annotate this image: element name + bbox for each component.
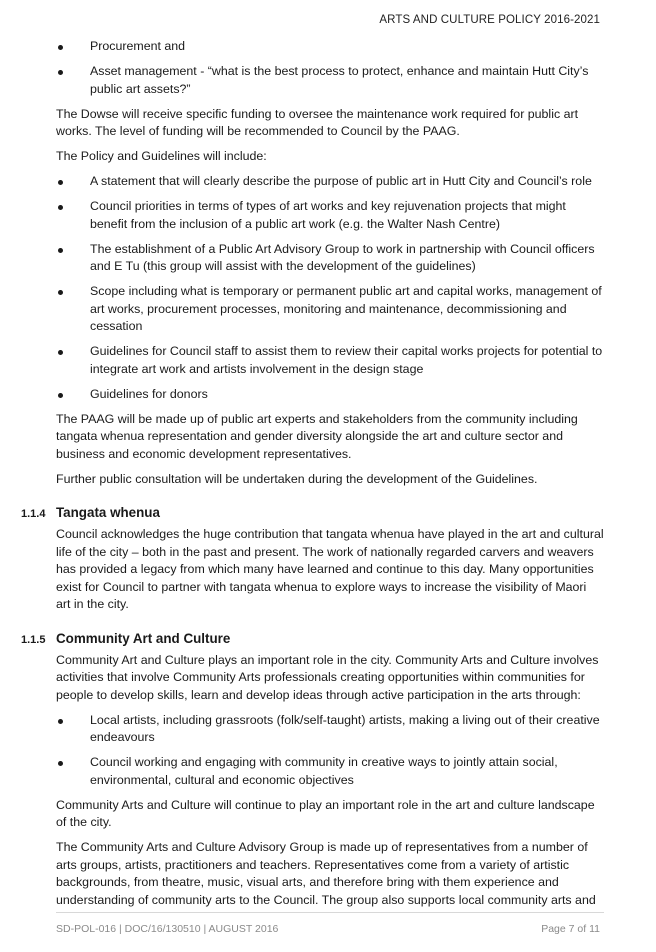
document-body <box>21 38 604 917</box>
section-title: Community Art and Culture <box>56 630 231 646</box>
paragraph-paag: The PAAG will be made up of public art experts and stakeholders from the community including tangata whenua representation and gender diversity alongside the art and culture sector and business and economic development representatives. <box>56 411 578 461</box>
paragraph-advisory-group: The Community Arts and Culture Advisory Group is made up of representatives from a number of arts groups, artists, practitioners and teachers. Representatives come from a variety of artistic backgrounds, from theatre, music, visual arts, and therefore bring with them experience and understanding of community arts to the Council. The group also supports local community arts and <box>56 840 596 907</box>
list-item: Council priorities in terms of types of art works and key rejuvenation projects that might benefit from the inclusion of a public art work (e.g. the Walter Nash Centre) <box>56 198 604 233</box>
list-item: Guidelines for donors <box>56 386 604 404</box>
paragraph-funding: The Dowse will receive specific funding to oversee the maintenance work required for public art works. The level of funding will be recommended to Council by the PAAG. <box>56 106 579 138</box>
page-header-title: ARTS AND CULTURE POLICY 2016-2021 <box>379 14 600 26</box>
list-item: A statement that will clearly describe the purpose of public art in Hutt City and Council’s role <box>56 173 604 191</box>
paragraph-policy-intro: The Policy and Guidelines will include: <box>56 149 267 163</box>
footer-divider <box>56 912 604 913</box>
footer-doc-reference: SD-POL-016 | DOC/16/130510 | AUGUST 2016 <box>56 923 279 935</box>
footer-page-number: Page 7 of 11 <box>541 923 600 935</box>
section-number: 1.1.4 <box>21 508 46 520</box>
paragraph-community-art: Community Art and Culture plays an important role in the city. Community Arts and Culture involves activities that involve Community Arts professionals creating opportunities within communities for people to develop skills, learn and develop ideas through active participation in the arts through: <box>56 652 599 702</box>
paragraph-tangata-whenua: Council acknowledges the huge contribution that tangata whenua have played in the art and cultural life of the city – both in the past and present. The work of nationally regarded carvers and weavers has provided a legacy from which many have learned and continue to this day. Many opportunities exist for Council to partner with tangata whenua to explore ways to increase the visibility of Maori art in the city. <box>56 527 604 611</box>
section-number: 1.1.5 <box>21 633 46 646</box>
list-item: Asset management - “what is the best process to protect, enhance and maintain Hutt City’s public art assets?” <box>56 63 604 98</box>
section-title: Tangata whenua <box>56 505 160 520</box>
list-item: Procurement and <box>56 38 604 56</box>
list-item: Local artists, including grassroots (folk/self-taught) artists, making a living out of their creative endeavours <box>56 712 604 747</box>
list-item: The establishment of a Public Art Advisory Group to work in partnership with Council officers and E Tu (this group will assist with the development of the guidelines) <box>56 241 604 276</box>
policy-bullet-list <box>56 173 604 403</box>
list-item: Guidelines for Council staff to assist them to review their capital works projects for potential to integrate art work and artists involvement in the design stage <box>56 343 604 378</box>
section-heading-tangata-whenua <box>21 504 604 522</box>
paragraph-consultation: Further public consultation will be undertaken during the development of the Guidelines. <box>56 471 538 486</box>
list-item: Council working and engaging with community in creative ways to jointly attain social, environmental, cultural and economic objectives <box>56 754 604 789</box>
paragraph-community-role: Community Arts and Culture will continue to play an important role in the art and culture landscape of the city. <box>56 797 595 829</box>
community-bullet-list <box>56 712 604 790</box>
list-item: Scope including what is temporary or permanent public art and capital works, management of art works, procurement processes, monitoring and maintenance, decommissioning and cessation <box>56 283 604 336</box>
intro-bullet-list <box>56 38 604 98</box>
section-heading-community-art <box>21 630 604 648</box>
